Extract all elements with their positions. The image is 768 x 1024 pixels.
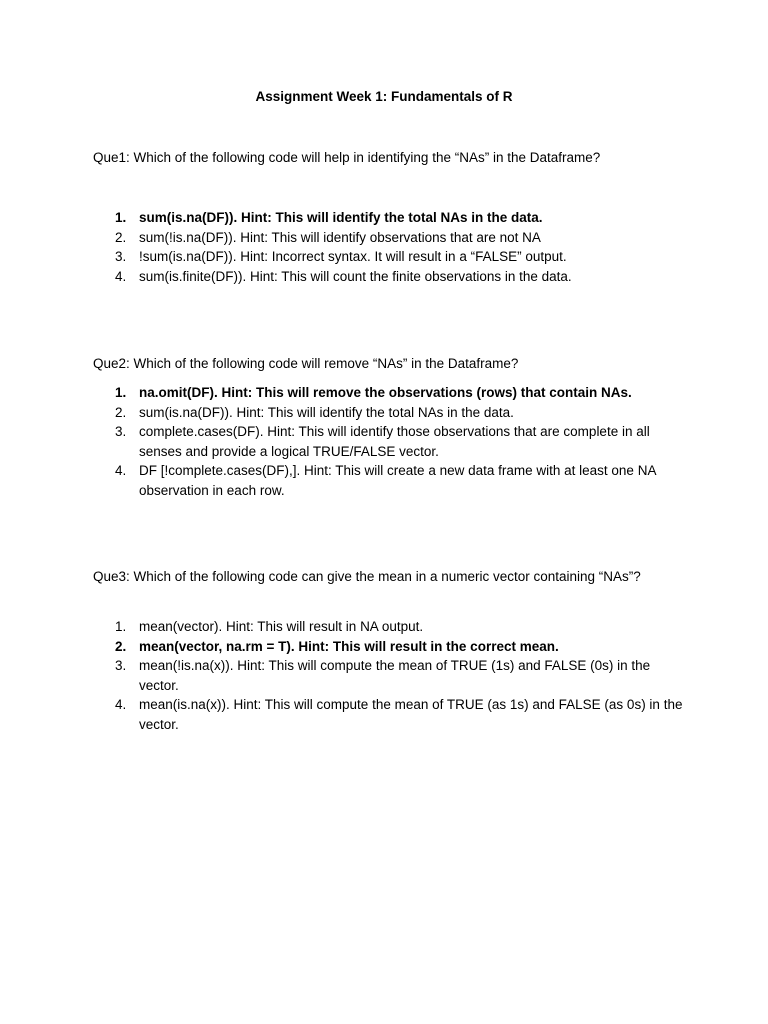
option-number: 3.: [115, 424, 127, 439]
option-number: 3.: [115, 249, 127, 264]
option-item: [93, 422, 683, 461]
option-number: 4.: [115, 268, 127, 284]
option-number: 2.: [115, 638, 127, 654]
option-item: [93, 617, 683, 637]
option-number: 4.: [115, 697, 127, 712]
question-1-text: Que1: Which of the following code will help in identifying the “NAs” in the Dataframe?: [93, 150, 601, 165]
option-item: [93, 403, 683, 423]
option-item: [93, 695, 683, 734]
option-item: [93, 461, 683, 500]
option-text: complete.cases(DF). Hint: This will identify those observations that are complete in all senses and provide a logical TRUE/FALSE vector.: [139, 424, 650, 459]
option-number: 3.: [115, 658, 127, 673]
option-item: [93, 247, 683, 267]
option-text: sum(is.finite(DF)). Hint: This will count the finite observations in the data.: [139, 268, 572, 284]
option-text: mean(vector). Hint: This will result in NA output.: [139, 619, 424, 634]
option-text: DF [!complete.cases(DF),]. Hint: This will create a new data frame with at least one NA observation in each row.: [139, 463, 656, 498]
option-number: 1.: [115, 210, 127, 225]
option-item: [93, 267, 683, 287]
option-text: sum(!is.na(DF)). Hint: This will identify observations that are not NA: [139, 229, 541, 245]
option-item: [93, 208, 683, 228]
option-text: mean(!is.na(x)). Hint: This will compute the mean of TRUE (1s) and FALSE (0s) in the vector.: [139, 658, 651, 693]
option-number: 4.: [115, 463, 127, 478]
option-item: [93, 228, 683, 248]
question-2-options: [93, 383, 683, 500]
option-number: 2.: [115, 229, 127, 245]
option-item: [93, 637, 683, 657]
option-number: 1.: [115, 385, 127, 400]
option-item: [93, 383, 683, 403]
question-1-options: [93, 208, 683, 286]
option-number: 1.: [115, 619, 127, 634]
question-3-options: [93, 617, 683, 734]
option-text: sum(is.na(DF)). Hint: This will identify the total NAs in the data.: [139, 404, 514, 420]
question-2-text: Que2: Which of the following code will remove “NAs” in the Dataframe?: [93, 356, 519, 371]
option-text: mean(vector, na.rm = T). Hint: This will result in the correct mean.: [139, 638, 559, 654]
option-text: mean(is.na(x)). Hint: This will compute the mean of TRUE (as 1s) and FALSE (as 0s) in the vector.: [139, 697, 683, 732]
option-item: [93, 656, 683, 695]
question-3-text: Que3: Which of the following code can give the mean in a numeric vector containing “NAs”?: [93, 569, 641, 584]
option-text: na.omit(DF). Hint: This will remove the observations (rows) that contain NAs.: [139, 385, 632, 400]
option-text: !sum(is.na(DF)). Hint: Incorrect syntax. It will result in a “FALSE” output.: [139, 249, 567, 264]
document-title: Assignment Week 1: Fundamentals of R: [255, 89, 513, 104]
option-text: sum(is.na(DF)). Hint: This will identify the total NAs in the data.: [139, 210, 543, 225]
option-number: 2.: [115, 404, 127, 420]
